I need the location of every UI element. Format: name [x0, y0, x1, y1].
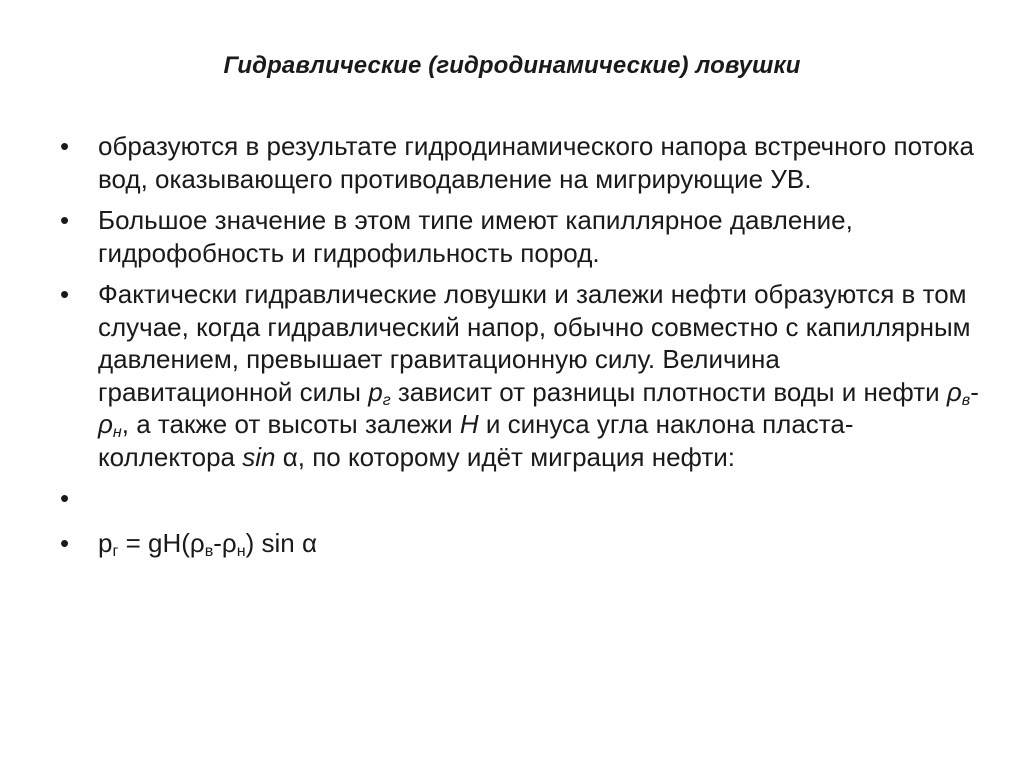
formula-rho-n: ρ — [221, 527, 237, 558]
formula — [98, 528, 317, 558]
text-segment: , а также от высоты залежи — [121, 409, 460, 439]
formula-p: р — [98, 527, 113, 558]
text-segment: зависит от разницы плотности воды и нефти — [390, 376, 947, 407]
bullet-list — [60, 130, 980, 568]
bullet-item-formula — [60, 527, 980, 560]
bullet-marker: • — [60, 205, 70, 235]
bullet-marker: • — [60, 483, 70, 513]
symbol-rho-n — [98, 409, 122, 442]
formula-rho-n-sub: н — [236, 541, 246, 560]
symbol-rho-sub: в — [961, 390, 971, 409]
bullet-text-2: Большое значение в этом типе имеют капиллярное давление, гидрофобность и гидрофильность пород. — [98, 205, 853, 268]
symbol-rho-sub: н — [112, 423, 122, 442]
bullet-text-1: образуются в результате гидродинамического напора встречного потока вод, оказывающего противодавление на мигрирующие УВ. — [98, 131, 974, 194]
minus-sign: - — [970, 376, 979, 407]
symbol-p-base: р — [368, 376, 383, 407]
symbol-rho-v — [947, 377, 970, 407]
bullet-text-3 — [98, 279, 979, 472]
bullet-item-3 — [60, 278, 980, 473]
formula-minus: - — [213, 527, 222, 558]
formula-rho-v-sub: в — [204, 541, 214, 560]
text-segment: и синуса угла наклона пласта-коллектора — [98, 409, 854, 472]
bullet-marker: • — [60, 527, 70, 558]
symbol-rho-base: ρ — [946, 376, 962, 407]
bullet-item-1 — [60, 130, 980, 195]
bullet-item-2 — [60, 204, 980, 269]
bullet-item-empty — [60, 482, 980, 515]
symbol-p — [368, 377, 390, 407]
bullet-marker: • — [60, 279, 70, 309]
text-segment: α, по которому идёт миграция нефти: — [275, 441, 736, 472]
slide-title: Гидравлические (гидродинамические) ловушки — [223, 52, 801, 79]
formula-p-sub: г — [112, 541, 119, 560]
formula-eq: = gH( — [118, 527, 190, 558]
bullet-marker: • — [60, 131, 70, 161]
text-segment: Фактически гидравлические ловушки и залежи нефти образуются в том случае, когда гидравлический напор, обычно совместно с капиллярным давлением, превышает гравитационную силу. Величина гравитационной силы — [98, 279, 971, 407]
formula-rho-v: ρ — [189, 527, 205, 558]
formula-tail: ) sin α — [245, 527, 317, 558]
symbol-p-sub: г — [382, 390, 391, 409]
symbol-rho-base: ρ — [98, 409, 113, 439]
symbol-h: Н — [459, 409, 479, 439]
symbol-sin: sin — [242, 441, 276, 472]
